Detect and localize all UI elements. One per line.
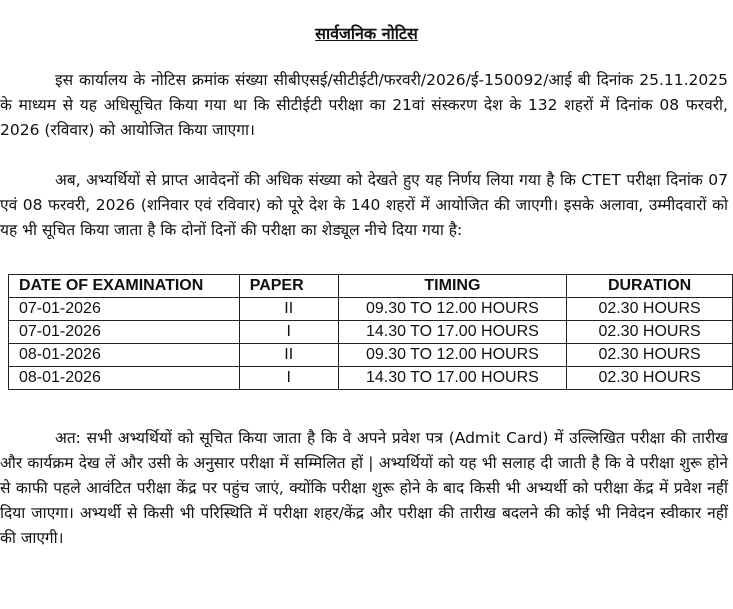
cell-timing: 14.30 TO 17.00 HOURS xyxy=(338,367,566,390)
cell-timing: 09.30 TO 12.00 HOURS xyxy=(338,344,566,367)
notice-paragraph-2: अब, अभ्यर्थियों से प्राप्त आवेदनों की अधिक संख्या को देखते हुए यह निर्णय लिया गया है कि CTET परीक्षा दिनांक 07 एवं 08 फरवरी, 2026 (शनिवार एवं रविवार) को पूरे देश के 140 शहरों में आयोजित की जाएगी। इसके अलावा, उम्मीदवारों को यह भी सूचित किया जाता है कि दोनों दिनों की परीक्षा का शेड्यूल नीचे दिया गया है: xyxy=(0,171,728,239)
cell-duration: 02.30 HOURS xyxy=(567,367,733,390)
cell-date: 08-01-2026 xyxy=(9,367,240,390)
cell-paper: I xyxy=(239,321,338,344)
header-date: DATE OF EXAMINATION xyxy=(9,275,240,298)
cell-duration: 02.30 HOURS xyxy=(567,298,733,321)
table-row xyxy=(9,344,733,367)
cell-duration: 02.30 HOURS xyxy=(567,321,733,344)
table-row xyxy=(9,321,733,344)
notice-paragraph-3: अत: सभी अभ्यर्थियों को सूचित किया जाता है कि वे अपने प्रवेश पत्र (Admit Card) में उल्लिखित परीक्षा की तारीख और कार्यक्रम देख लें और उसी के अनुसार परीक्षा में सम्मिलित हों | अभ्यर्थियों को यह भी सलाह दी जाती है कि वे परीक्षा शुरू होने से काफी पहले आवंटित परीक्षा केंद्र पर पहुंच जाएं, क्योंकि परीक्षा शुरू होने के बाद किसी भी अभ्यर्थी को परीक्षा केंद्र में प्रवेश नहीं दिया जाएगा। अभ्यर्थी से किसी भी परिस्थिति में परीक्षा शहर/केंद्र और परीक्षा की तारीख बदलने की कोई भी निवेदन स्वीकार नहीं की जाएगी। xyxy=(0,429,728,547)
cell-date: 08-01-2026 xyxy=(9,344,240,367)
notice-title: सार्वजनिक नोटिस xyxy=(315,24,418,43)
cell-date: 07-01-2026 xyxy=(9,298,240,321)
header-paper: PAPER xyxy=(239,275,338,298)
header-duration: DURATION xyxy=(567,275,733,298)
cell-paper: I xyxy=(239,367,338,390)
exam-schedule-table xyxy=(8,274,733,390)
cell-date: 07-01-2026 xyxy=(9,321,240,344)
cell-timing: 14.30 TO 17.00 HOURS xyxy=(338,321,566,344)
table-header-row xyxy=(9,275,733,298)
table-row xyxy=(9,367,733,390)
cell-duration: 02.30 HOURS xyxy=(567,344,733,367)
cell-paper: II xyxy=(239,344,338,367)
table-row xyxy=(9,298,733,321)
header-timing: TIMING xyxy=(338,275,566,298)
cell-paper: II xyxy=(239,298,338,321)
cell-timing: 09.30 TO 12.00 HOURS xyxy=(338,298,566,321)
notice-paragraph-1: इस कार्यालय के नोटिस क्रमांक संख्या सीबीएसई/सीटीईटी/फरवरी/2026/ई-150092/आई बी दिनांक 25.11.2025 के माध्यम से यह अधिसूचित किया गया था कि सीटीईटी परीक्षा का 21वां संस्करण देश के 132 शहरों में दिनांक 08 फरवरी, 2026 (रविवार) को आयोजित किया जाएगा। xyxy=(0,71,728,139)
